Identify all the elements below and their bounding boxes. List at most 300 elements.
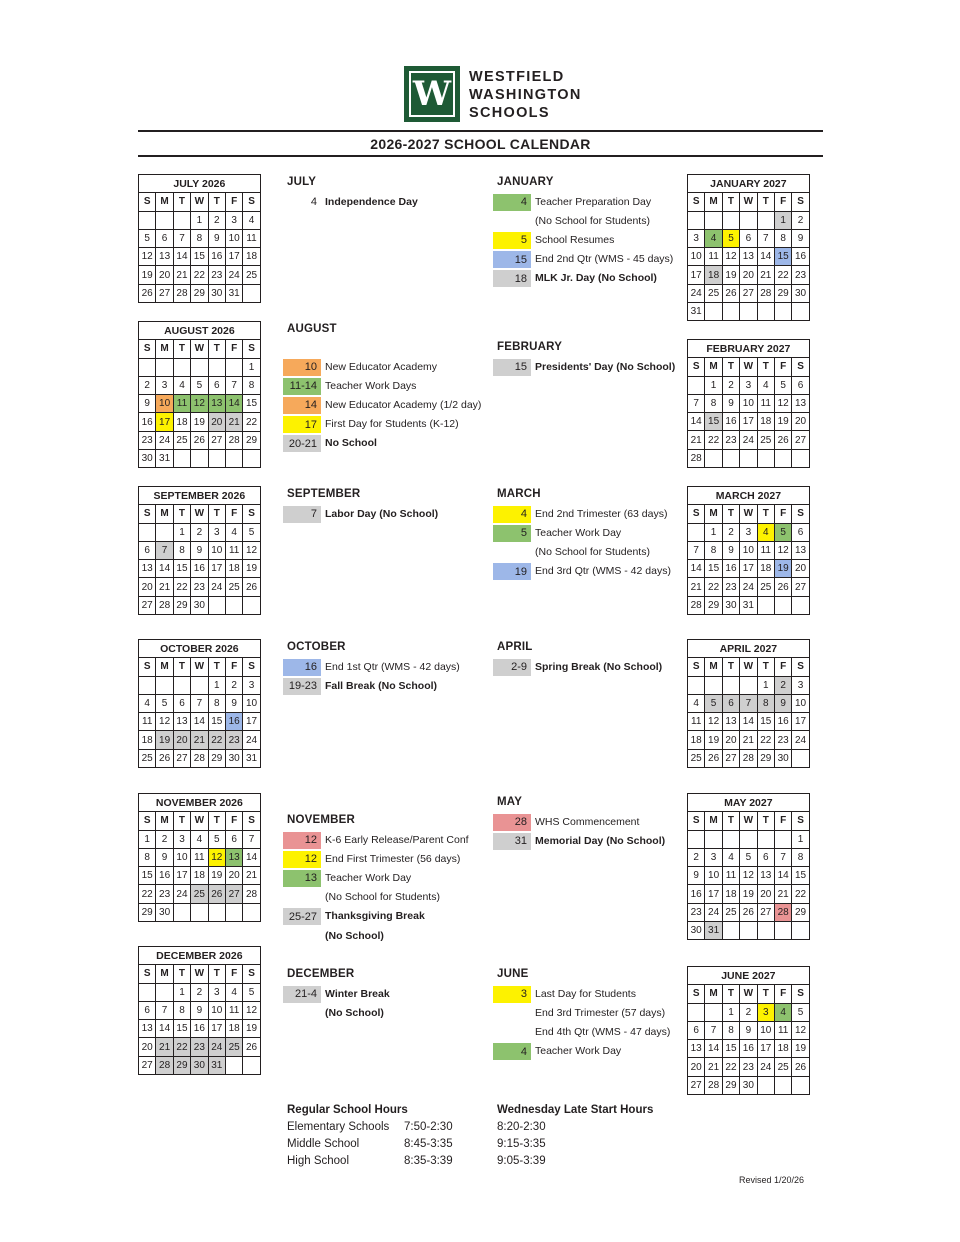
event-month-heading: APRIL [497,641,533,653]
day-cell: 20 [740,266,757,284]
day-cell: 14 [243,848,260,866]
day-cell: 12 [792,1021,809,1039]
day-cell: 8 [705,541,722,559]
day-cell: 29 [173,1056,190,1074]
day-cell: 12 [156,713,173,731]
day-cell: 2 [774,676,791,694]
late-start-title: Wednesday Late Start Hours [497,1104,654,1116]
title-rule [138,155,823,157]
day-cell: 3 [173,830,190,848]
day-cell: 26 [774,578,791,596]
empty-cell [705,449,722,467]
day-cell: 12 [243,1001,260,1019]
day-cell: 4 [139,694,156,712]
day-cell: 13 [722,713,739,731]
day-cell: 13 [792,394,809,412]
day-cell: 7 [156,1001,173,1019]
day-cell: 5 [774,523,791,541]
empty-cell [225,450,242,468]
day-cell: 19 [191,413,208,431]
day-cell: 14 [173,248,190,266]
day-cell: 10 [208,1001,225,1019]
day-cell: 16 [156,867,173,885]
day-cell: 26 [243,578,260,596]
day-cell: 24 [243,731,260,749]
weekday-header: T [757,505,774,523]
empty-cell [792,449,809,467]
day-cell: 7 [688,541,705,559]
day-cell: 6 [173,694,190,712]
day-cell: 22 [243,413,260,431]
empty-cell [757,922,774,940]
hours-row [287,1136,453,1153]
empty-cell [757,449,774,467]
day-cell: 7 [688,394,705,412]
day-cell: 26 [156,749,173,767]
day-cell: 5 [191,376,208,394]
event-date [283,1005,321,1022]
day-cell: 3 [208,523,225,541]
weekday-header: W [191,340,208,358]
day-cell: 3 [225,211,242,229]
day-cell: 10 [757,1021,774,1039]
month-title: AUGUST 2026 [139,322,261,340]
day-cell: 16 [139,413,156,431]
day-cell: 17 [705,885,722,903]
empty-cell [139,358,156,376]
weekday-header: T [208,965,225,983]
day-cell: 17 [208,560,225,578]
day-cell: 22 [792,885,809,903]
day-cell: 16 [225,713,242,731]
event-date: 15 [493,359,531,376]
event-text: Teacher Work Days [325,379,417,392]
day-cell: 9 [191,541,208,559]
day-cell: 25 [225,578,242,596]
day-cell: 15 [774,248,791,266]
day-cell: 2 [156,830,173,848]
district-name [469,68,582,122]
day-cell: 1 [173,983,190,1001]
day-cell: 12 [208,848,225,866]
day-cell: 3 [705,848,722,866]
event-date: 19-23 [283,678,321,695]
event-month-heading: OCTOBER [287,641,346,653]
day-cell: 7 [243,830,260,848]
day-cell: 12 [740,867,757,885]
day-cell: 30 [191,596,208,614]
day-cell: 26 [705,749,722,767]
event-text: Teacher Preparation Day [535,195,652,208]
day-cell: 2 [688,848,705,866]
weekday-header: T [757,658,774,676]
event-text: (No School for Students) [535,214,650,227]
day-cell: 22 [705,431,722,449]
day-cell: 23 [792,266,809,284]
day-cell: 26 [722,284,739,302]
day-cell: 11 [191,848,208,866]
weekday-header: T [173,340,190,358]
event-month-heading: FEBRUARY [497,341,563,353]
weekday-header: M [705,358,722,376]
event-row [283,416,459,434]
day-cell: 18 [757,560,774,578]
day-cell: 4 [225,523,242,541]
month-calendar [138,321,261,468]
day-cell: 17 [688,266,705,284]
day-cell: 28 [757,284,774,302]
day-cell: 8 [722,1021,739,1039]
day-cell: 18 [757,413,774,431]
event-row [493,505,667,523]
day-cell: 8 [139,848,156,866]
month-calendar [138,639,261,768]
event-text: MLK Jr. Day (No School) [535,272,657,285]
day-cell: 27 [139,1056,156,1074]
empty-cell [688,1003,705,1021]
day-cell: 25 [225,1038,242,1056]
day-cell: 28 [191,749,208,767]
day-cell: 3 [740,523,757,541]
month-title: NOVEMBER 2026 [139,794,261,812]
day-cell: 7 [757,229,774,247]
event-row [283,435,377,453]
weekday-header: T [173,505,190,523]
day-cell: 15 [243,395,260,413]
day-cell: 24 [757,1058,774,1076]
day-cell: 20 [792,560,809,578]
event-row [493,832,665,850]
event-date [493,1024,531,1041]
weekday-header: S [792,812,809,830]
day-cell: 31 [740,596,757,614]
day-cell: 16 [740,1040,757,1058]
event-month-heading: DECEMBER [287,968,355,980]
day-cell: 31 [225,284,242,302]
empty-cell [757,303,774,321]
weekday-header: T [208,658,225,676]
day-cell: 20 [173,731,190,749]
day-cell: 29 [173,596,190,614]
day-cell: 21 [156,1038,173,1056]
day-cell: 13 [139,560,156,578]
revised-date: Revised 1/20/26 [739,1175,805,1185]
weekday-header: S [139,965,156,983]
regular-hours [287,1102,453,1170]
event-month-heading: JULY [287,176,317,188]
empty-cell [722,676,739,694]
day-cell: 27 [225,885,242,903]
day-cell: 19 [705,731,722,749]
empty-cell [740,676,757,694]
day-cell: 1 [757,676,774,694]
day-cell: 15 [722,1040,739,1058]
day-cell: 27 [792,578,809,596]
day-cell: 21 [173,266,190,284]
day-cell: 14 [191,713,208,731]
empty-cell [740,922,757,940]
day-cell: 3 [757,1003,774,1021]
weekday-header: F [774,812,791,830]
day-cell: 11 [705,248,722,266]
day-cell: 28 [225,431,242,449]
day-cell: 3 [208,983,225,1001]
hours-row [287,1153,453,1170]
empty-cell [705,830,722,848]
event-date: 15 [493,251,531,268]
day-cell: 14 [774,867,791,885]
day-cell: 21 [705,1058,722,1076]
weekday-header: S [139,340,156,358]
day-cell: 30 [740,1076,757,1094]
empty-cell [173,358,190,376]
event-row [493,231,614,249]
school-name: High School [287,1155,350,1167]
empty-cell [191,676,208,694]
event-row [283,831,469,849]
day-cell: 11 [225,1001,242,1019]
day-cell: 15 [757,713,774,731]
day-cell: 25 [757,431,774,449]
weekday-header: S [688,358,705,376]
day-cell: 3 [243,676,260,694]
empty-cell [688,211,705,229]
day-cell: 21 [774,885,791,903]
weekday-header: S [243,812,260,830]
weekday-header: S [139,193,156,211]
day-cell: 21 [191,731,208,749]
day-cell: 7 [705,1021,722,1039]
day-cell: 13 [139,1020,156,1038]
event-date: 7 [283,506,321,523]
event-text: End 3rd Trimester (57 days) [535,1006,666,1019]
day-cell: 24 [705,903,722,921]
day-cell: 14 [740,713,757,731]
school-hours: 8:45-3:35 [404,1138,453,1150]
weekday-header: T [173,812,190,830]
day-cell: 25 [688,749,705,767]
day-cell: 17 [740,560,757,578]
day-cell: 24 [740,431,757,449]
weekday-header: T [722,193,739,211]
event-row [493,543,650,561]
empty-cell [208,450,225,468]
day-cell: 10 [156,395,173,413]
day-cell: 30 [688,922,705,940]
event-row [283,658,460,676]
day-cell: 13 [688,1040,705,1058]
late-start-time: 8:20-2:30 [497,1121,546,1133]
event-text: Last Day for Students [535,987,636,1000]
day-cell: 30 [208,284,225,302]
event-date: 14 [283,397,321,414]
month-calendar [138,793,261,922]
month-title: JUNE 2027 [688,967,810,985]
weekday-header: S [139,658,156,676]
day-cell: 13 [757,867,774,885]
day-cell: 21 [688,578,705,596]
school-name: Middle School [287,1138,360,1150]
empty-cell [688,523,705,541]
hours-row [287,1119,453,1136]
day-cell: 20 [225,867,242,885]
event-text: Teacher Work Day [535,526,622,539]
day-cell: 14 [225,395,242,413]
day-cell: 17 [173,867,190,885]
day-cell: 22 [705,578,722,596]
weekday-header: M [156,658,173,676]
top-rule [138,130,823,132]
day-cell: 17 [225,248,242,266]
day-cell: 25 [243,266,260,284]
day-cell: 2 [225,676,242,694]
event-date: 10 [283,359,321,376]
day-cell: 26 [774,431,791,449]
day-cell: 16 [688,885,705,903]
event-date: 12 [283,832,321,849]
weekday-header: M [705,812,722,830]
event-month-heading: JUNE [497,968,529,980]
day-cell: 20 [722,731,739,749]
day-cell: 14 [688,560,705,578]
event-date: 25-27 [283,908,321,925]
event-row [493,1004,665,1022]
empty-cell [757,1076,774,1094]
weekday-header: S [688,193,705,211]
event-row [493,985,636,1003]
event-text: Memorial Day (No School) [535,834,666,847]
day-cell: 6 [225,830,242,848]
empty-cell [173,903,190,921]
event-row [493,813,639,831]
month-calendar [138,174,261,303]
weekday-header: W [191,193,208,211]
month-calendar [687,966,810,1095]
event-text: (No School) [325,929,384,942]
day-cell: 26 [792,1058,809,1076]
event-row [283,677,437,695]
day-cell: 18 [705,266,722,284]
empty-cell [740,303,757,321]
empty-cell [792,749,809,767]
day-cell: 17 [156,413,173,431]
day-cell: 16 [191,1020,208,1038]
weekday-header: T [173,193,190,211]
weekday-header: T [757,812,774,830]
day-cell: 25 [139,749,156,767]
event-text: End 3rd Qtr (WMS - 42 days) [535,565,671,578]
event-row [283,869,411,887]
empty-cell [757,596,774,614]
day-cell: 22 [191,266,208,284]
page-title: 2026-2027 SCHOOL CALENDAR [370,136,591,152]
weekday-header: M [705,193,722,211]
empty-cell [705,211,722,229]
day-cell: 10 [225,229,242,247]
day-cell: 1 [705,376,722,394]
event-row [283,193,418,211]
day-cell: 14 [705,1040,722,1058]
day-cell: 7 [156,541,173,559]
event-text: School Resumes [535,233,615,246]
day-cell: 2 [139,376,156,394]
event-row [493,563,671,581]
day-cell: 29 [243,431,260,449]
day-cell: 31 [705,922,722,940]
day-cell: 1 [774,211,791,229]
weekday-header: S [792,505,809,523]
day-cell: 30 [191,1056,208,1074]
day-cell: 8 [173,541,190,559]
weekday-header: T [173,965,190,983]
day-cell: 20 [139,1038,156,1056]
event-row [283,358,437,376]
event-text: No School [325,437,377,450]
day-cell: 1 [722,1003,739,1021]
day-cell: 1 [173,523,190,541]
empty-cell [705,1003,722,1021]
logo-letter: W [409,71,455,117]
day-cell: 22 [139,885,156,903]
district-logo [404,66,460,122]
day-cell: 5 [774,376,791,394]
day-cell: 19 [792,1040,809,1058]
day-cell: 23 [191,578,208,596]
day-cell: 3 [740,376,757,394]
weekday-header: W [740,193,757,211]
event-row [493,212,650,230]
event-date [493,544,531,561]
day-cell: 7 [225,376,242,394]
empty-cell [774,449,791,467]
event-date: 19 [493,563,531,580]
day-cell: 27 [208,431,225,449]
event-date: 4 [493,1043,531,1060]
empty-cell [722,211,739,229]
event-row [493,524,621,542]
empty-cell [722,922,739,940]
day-cell: 16 [722,413,739,431]
empty-cell [173,676,190,694]
day-cell: 28 [688,449,705,467]
day-cell: 19 [243,1020,260,1038]
day-cell: 11 [757,541,774,559]
event-month-heading: MAY [497,796,523,808]
day-cell: 11 [139,713,156,731]
day-cell: 29 [191,284,208,302]
day-cell: 9 [774,694,791,712]
event-date: 4 [493,194,531,211]
weekday-header: S [792,193,809,211]
day-cell: 17 [243,713,260,731]
day-cell: 4 [757,523,774,541]
weekday-header: S [688,812,705,830]
district-name-line: WASHINGTON [469,87,582,103]
day-cell: 8 [774,229,791,247]
event-text: (No School for Students) [325,891,440,904]
day-cell: 23 [740,1058,757,1076]
day-cell: 5 [156,694,173,712]
event-date: 16 [283,659,321,676]
event-row [493,193,651,211]
day-cell: 21 [688,431,705,449]
empty-cell [792,1076,809,1094]
empty-cell [792,303,809,321]
school-hours: 8:35-3:39 [404,1155,453,1167]
event-text: New Educator Academy (1/2 day) [325,398,482,411]
event-row [493,1023,670,1041]
day-cell: 23 [774,731,791,749]
